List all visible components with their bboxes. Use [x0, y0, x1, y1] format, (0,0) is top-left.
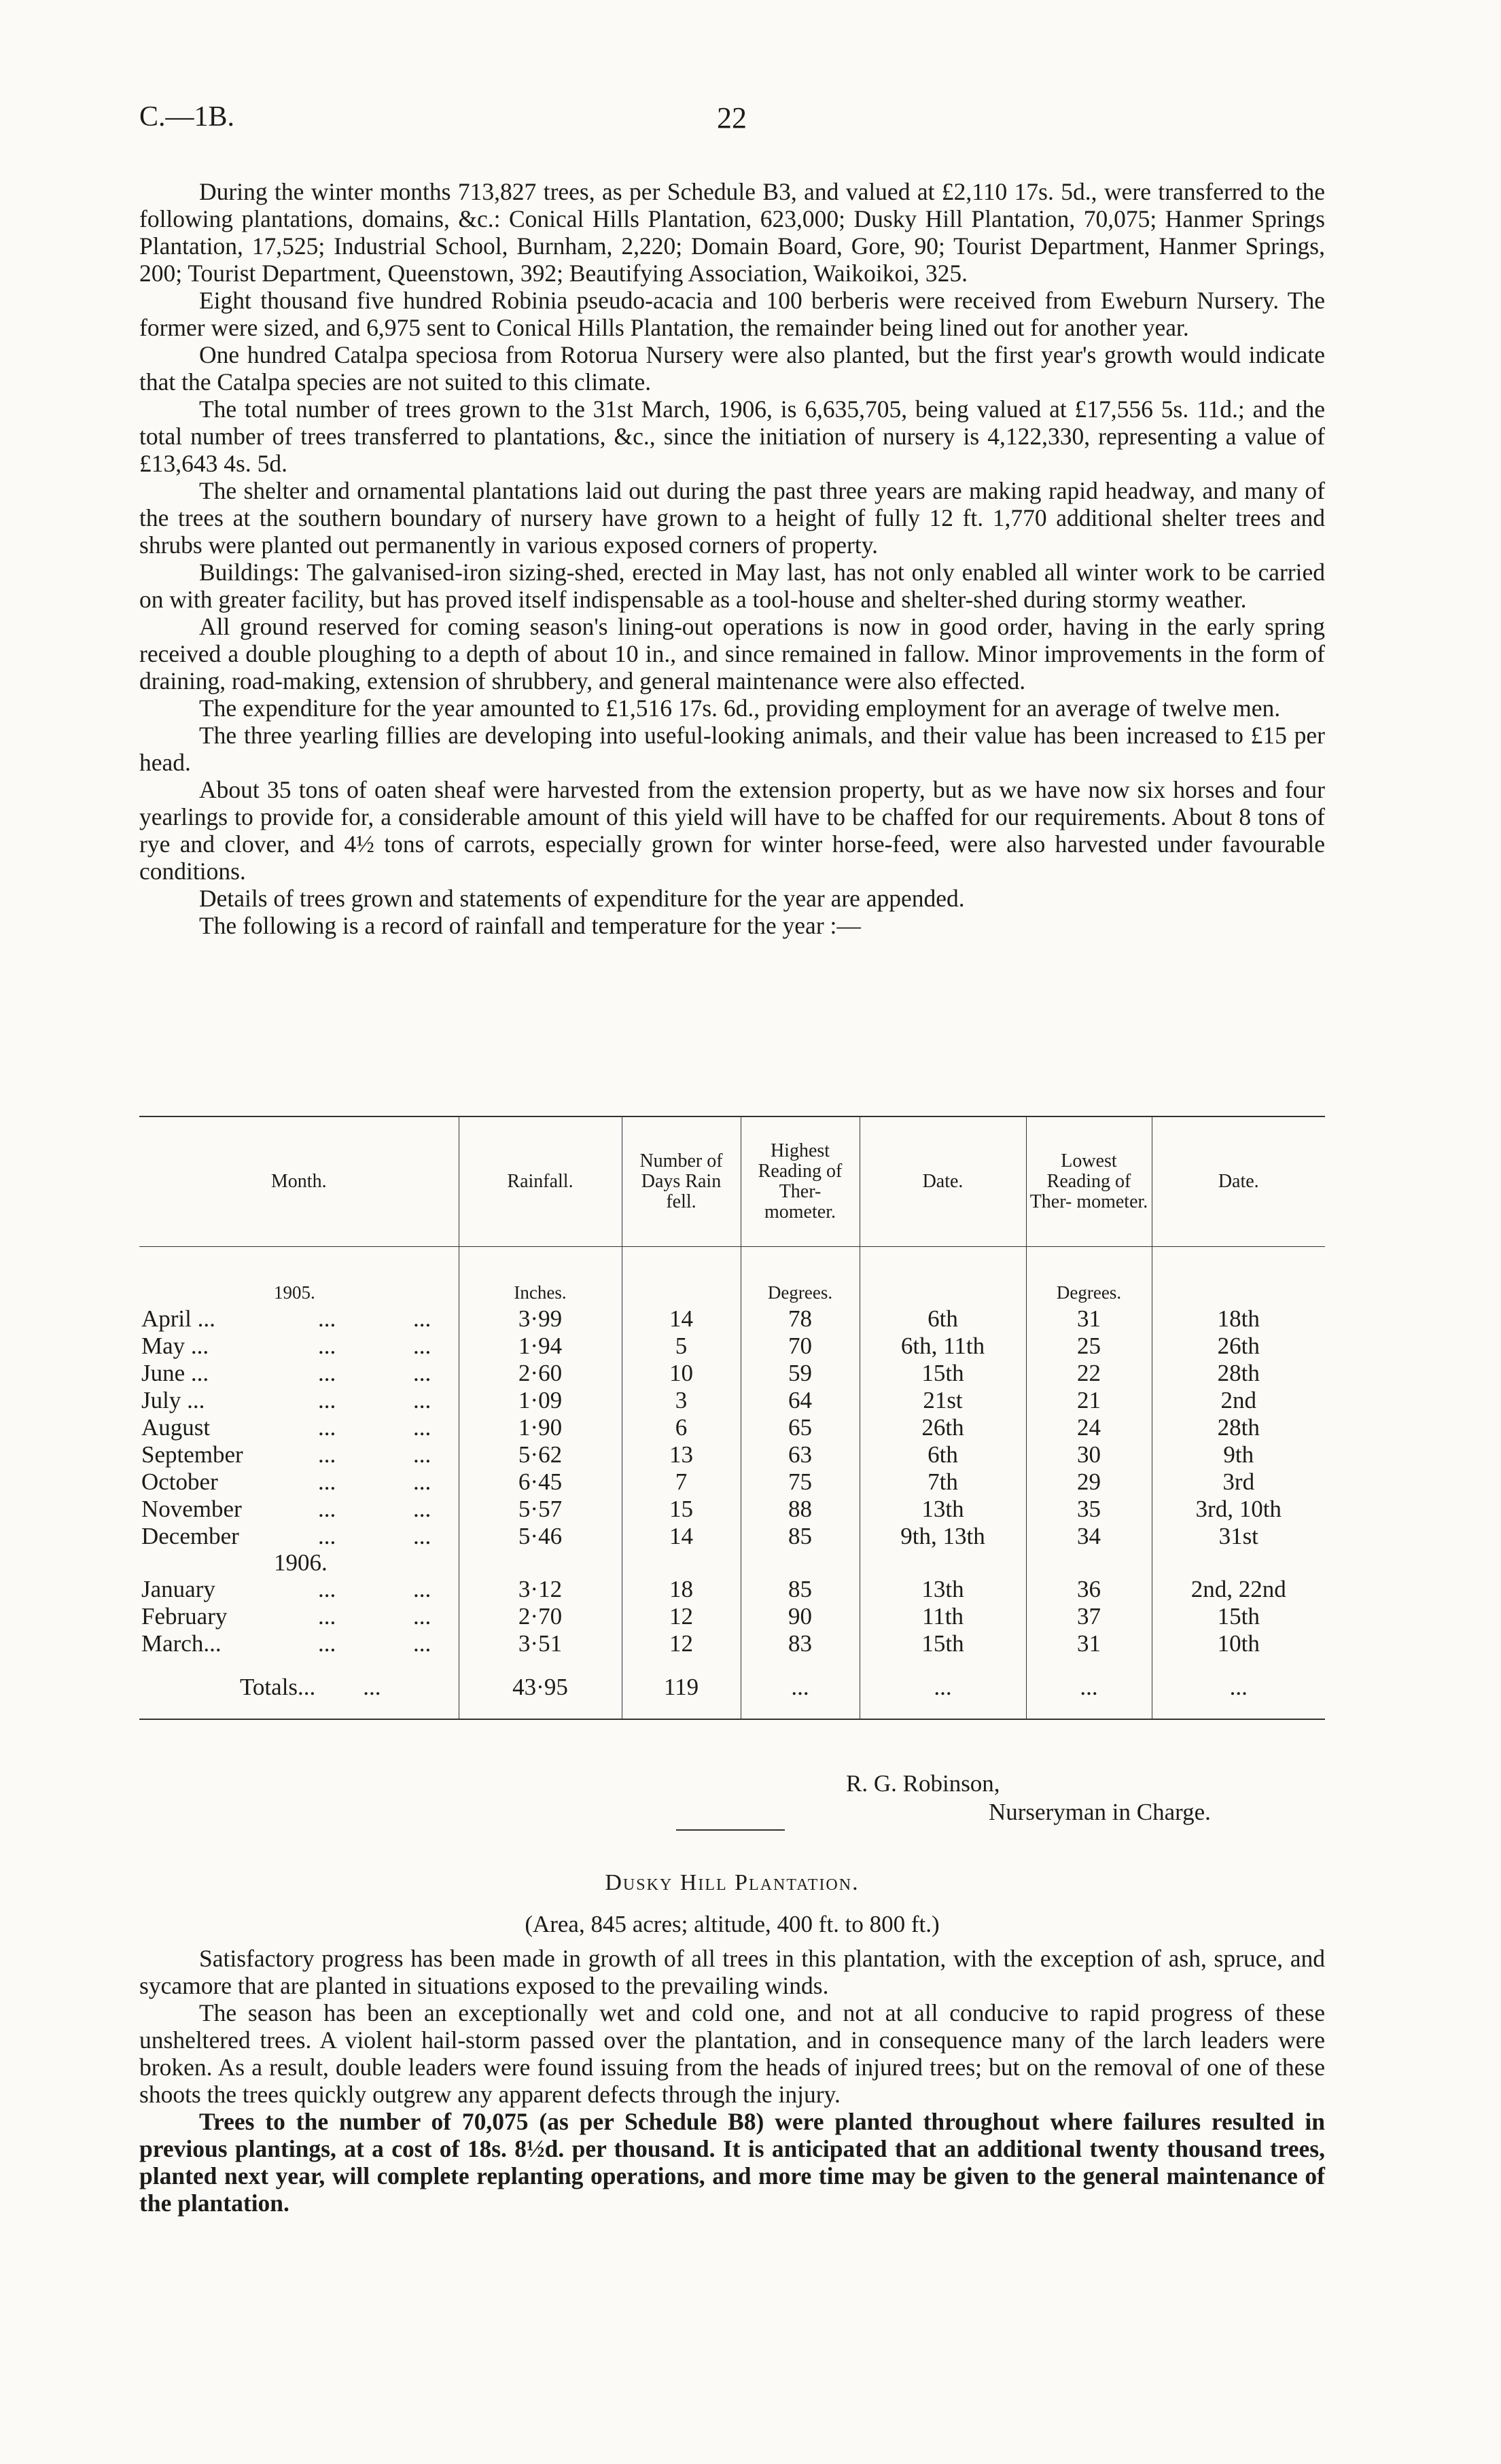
lowest-cell: 22: [1026, 1360, 1152, 1387]
days-cell: 3: [622, 1387, 741, 1414]
low-date-cell: 26th: [1152, 1333, 1325, 1360]
table-row: [139, 1305, 1325, 1333]
month-cell: May ...: [141, 1333, 209, 1359]
table-row: [139, 1414, 1325, 1441]
leader-dots: ...: [318, 1305, 336, 1332]
highest-cell: 88: [741, 1496, 860, 1523]
paragraph: The following is a record of rainfall and temperature for the year :—: [199, 912, 861, 939]
table-row: [139, 1630, 1325, 1657]
low-date-cell: 28th: [1152, 1414, 1325, 1441]
rainfall-cell: 6·45: [459, 1468, 622, 1496]
high-date-cell: 11th: [860, 1603, 1026, 1630]
highest-cell: 90: [741, 1603, 860, 1630]
page-header: [139, 101, 1325, 141]
table-row: [139, 1360, 1325, 1387]
days-cell: 12: [622, 1603, 741, 1630]
highest-cell: 64: [741, 1387, 860, 1414]
days-cell: 14: [622, 1305, 741, 1333]
leader-dots: ...: [413, 1360, 431, 1386]
section-title: Dusky Hill Plantation.: [605, 1870, 860, 1895]
paragraph: Eight thousand five hundred Robinia pseudo-acacia and 100 berberis were received from Eweburn Nursery. The former were sized, and 6,975 sent to Conical Hills Plantation, the remainder being lined out for another year.: [139, 287, 1325, 341]
table-body: [139, 1247, 1325, 1720]
rainfall-cell: 1·90: [459, 1414, 622, 1441]
leader-dots: ...: [413, 1387, 431, 1413]
total-low-date: ...: [1152, 1657, 1325, 1719]
highest-cell: 59: [741, 1360, 860, 1387]
days-cell: 18: [622, 1576, 741, 1603]
table-header-row: [139, 1116, 1325, 1247]
leader-dots: ...: [413, 1496, 431, 1522]
low-date-cell: 3rd, 10th: [1152, 1496, 1325, 1523]
header-lowest: Lowest Reading of Ther- mometer.: [1026, 1116, 1152, 1247]
rainfall-cell: 1·94: [459, 1333, 622, 1360]
highest-cell: 78: [741, 1305, 860, 1333]
year-row: [139, 1550, 1325, 1576]
leader-dots: ...: [318, 1630, 336, 1657]
paragraph: Satisfactory progress has been made in growth of all trees in this plantation, with the exception of ash, spruce, and sycamore that are planted in situations exposed to the prevailing winds.: [139, 1945, 1325, 1999]
leader-dots: ...: [318, 1441, 336, 1468]
high-date-cell: 21st: [860, 1387, 1026, 1414]
signature-name: R. G. Robinson,: [846, 1770, 1000, 1797]
table-row: [139, 1496, 1325, 1523]
table-row: [139, 1576, 1325, 1603]
leader-dots: ...: [318, 1333, 336, 1359]
total-lowest: ...: [1026, 1657, 1152, 1719]
low-date-cell: 9th: [1152, 1441, 1325, 1468]
header-rainfall: Rainfall.: [459, 1116, 622, 1247]
days-cell: 5: [622, 1333, 741, 1360]
rainfall-cell: 3·51: [459, 1630, 622, 1657]
paragraph: Trees to the number of 70,075 (as per Schedule B8) were planted throughout where failures resulted in previous plantings, at a cost of 18s. 8½d. per thousand. It is anticipated that an additional twenty thousand trees, planted next year, will complete replanting operations, and more time may be given to the general maintenance of the plantation.: [139, 2108, 1325, 2217]
high-date-cell: 26th: [860, 1414, 1026, 1441]
paragraph: About 35 tons of oaten sheaf were harvested from the extension property, but as we have now six horses and four yearlings to provide for, a considerable amount of this yield will have to be chaffed for our requirements. About 8 tons of rye and clover, and 4½ tons of carrots, especially grown for winter horse-feed, were also harvested under favourable conditions.: [139, 776, 1325, 885]
days-cell: 7: [622, 1468, 741, 1496]
month-cell: February: [141, 1603, 228, 1630]
month-cell: January: [141, 1576, 215, 1602]
month-cell: March...: [141, 1630, 222, 1657]
year-units-row: [139, 1280, 1325, 1305]
high-date-cell: 7th: [860, 1468, 1026, 1496]
leader-dots: ...: [413, 1333, 431, 1359]
table-row: [139, 1333, 1325, 1360]
month-cell: November: [141, 1496, 242, 1522]
rainfall-cell: 5·62: [459, 1441, 622, 1468]
leader-dots: ...: [413, 1441, 431, 1468]
units-lowest: Degrees.: [1026, 1280, 1152, 1305]
high-date-cell: 13th: [860, 1576, 1026, 1603]
total-highest: ...: [741, 1657, 860, 1719]
highest-cell: 83: [741, 1630, 860, 1657]
highest-cell: 85: [741, 1576, 860, 1603]
leader-dots: ...: [363, 1674, 381, 1700]
highest-cell: 70: [741, 1333, 860, 1360]
total-days: 119: [622, 1657, 741, 1719]
section-subtitle: (Area, 845 acres; altitude, 400 ft. to 800 ft.): [525, 1911, 940, 1937]
highest-cell: 65: [741, 1414, 860, 1441]
header-month: Month.: [139, 1116, 459, 1247]
leader-dots: ...: [318, 1496, 336, 1522]
leader-dots: ...: [413, 1305, 431, 1332]
highest-cell: 75: [741, 1468, 860, 1496]
high-date-cell: 13th: [860, 1496, 1026, 1523]
highest-cell: 85: [741, 1523, 860, 1550]
high-date-cell: 6th: [860, 1305, 1026, 1333]
month-cell: October: [141, 1468, 218, 1495]
days-cell: 6: [622, 1414, 741, 1441]
leader-dots: ...: [413, 1576, 431, 1602]
table-row: [139, 1387, 1325, 1414]
month-cell: December: [141, 1523, 239, 1549]
low-date-cell: 15th: [1152, 1603, 1325, 1630]
spacer-row: [139, 1247, 1325, 1280]
header-days: Number of Days Rain fell.: [622, 1116, 741, 1247]
lowest-cell: 31: [1026, 1630, 1152, 1657]
paragraph: One hundred Catalpa speciosa from Rotorua Nursery were also planted, but the first year's growth would indicate that the Catalpa species are not suited to this climate.: [139, 341, 1325, 395]
days-cell: 10: [622, 1360, 741, 1387]
days-cell: 14: [622, 1523, 741, 1550]
leader-dots: ...: [318, 1414, 336, 1441]
low-date-cell: 10th: [1152, 1630, 1325, 1657]
highest-cell: 63: [741, 1441, 860, 1468]
high-date-cell: 15th: [860, 1630, 1026, 1657]
days-cell: 15: [622, 1496, 741, 1523]
low-date-cell: 18th: [1152, 1305, 1325, 1333]
total-rainfall: 43·95: [459, 1657, 622, 1719]
rainfall-cell: 2·60: [459, 1360, 622, 1387]
rainfall-cell: 2·70: [459, 1603, 622, 1630]
rainfall-cell: 5·57: [459, 1496, 622, 1523]
days-cell: 13: [622, 1441, 741, 1468]
lowest-cell: 25: [1026, 1333, 1152, 1360]
table-row: [139, 1468, 1325, 1496]
high-date-cell: 15th: [860, 1360, 1026, 1387]
paragraph: The total number of trees grown to the 31st March, 1906, is 6,635,705, being valued at £17,556 5s. 11d.; and the total number of trees transferred to plantations, &c., since the initiation of nursery is 4,122,330, representing a value of £13,643 4s. 5d.: [139, 395, 1325, 477]
low-date-cell: 28th: [1152, 1360, 1325, 1387]
plantation-report-body: [139, 1945, 1325, 2217]
leader-dots: ...: [318, 1387, 336, 1413]
leader-dots: ...: [413, 1414, 431, 1441]
header-low-date: Date.: [1152, 1116, 1325, 1247]
lowest-cell: 34: [1026, 1523, 1152, 1550]
month-cell: April ...: [141, 1305, 215, 1332]
low-date-cell: 2nd, 22nd: [1152, 1576, 1325, 1603]
paragraph: Details of trees grown and statements of expenditure for the year are appended.: [199, 885, 965, 912]
paragraph: The three yearling fillies are developing into useful-looking animals, and their value has been increased to £15 per head.: [139, 722, 1325, 776]
high-date-cell: 9th, 13th: [860, 1523, 1026, 1550]
paragraph: All ground reserved for coming season's lining-out operations is now in good order, having in the early spring received a double ploughing to a depth of about 10 in., and since remained in fallow. Minor improvements in the form of draining, road-making, extension of shrubbery, and general maintenance were also effected.: [139, 613, 1325, 694]
rainfall-cell: 1·09: [459, 1387, 622, 1414]
lowest-cell: 37: [1026, 1603, 1152, 1630]
units-rainfall: Inches.: [459, 1280, 622, 1305]
lowest-cell: 29: [1026, 1468, 1152, 1496]
leader-dots: ...: [318, 1468, 336, 1495]
lowest-cell: 36: [1026, 1576, 1152, 1603]
paragraph: Buildings: The galvanised-iron sizing-shed, erected in May last, has not only enabled all winter work to be carried on with greater facility, but has proved itself indispensable as a tool-house and shelter-shed during stormy weather.: [139, 559, 1325, 613]
leader-dots: ...: [318, 1576, 336, 1602]
paragraph: The expenditure for the year amounted to £1,516 17s. 6d., providing employment for an average of twelve men.: [199, 694, 1281, 722]
table-row: [139, 1603, 1325, 1630]
lowest-cell: 21: [1026, 1387, 1152, 1414]
rainfall-temperature-table: [139, 1116, 1325, 1720]
days-cell: 12: [622, 1630, 741, 1657]
paragraph: The shelter and ornamental plantations laid out during the past three years are making rapid headway, and many of the trees at the southern boundary of nursery have grown to a height of fully 12 ft. 1,770 additional shelter trees and shrubs were planted out permanently in various exposed corners of property.: [139, 477, 1325, 559]
table-row: [139, 1441, 1325, 1468]
high-date-cell: 6th, 11th: [860, 1333, 1026, 1360]
nursery-report-body: [139, 178, 1325, 939]
paragraph: During the winter months 713,827 trees, as per Schedule B3, and valued at £2,110 17s. 5d., were transferred to the following plantations, domains, &c.: Conical Hills Plantation, 623,000; Dusky Hill Plantation, 70,075; Hanmer Springs Plantation, 17,525; Industrial School, Burnham, 2,220; Domain Board, Gore, 90; Tourist Department, Hanmer Springs, 200; Tourist Department, Queenstown, 392; Beautifying Association, Waikoikoi, 325.: [139, 178, 1325, 287]
leader-dots: ...: [318, 1523, 336, 1549]
lowest-cell: 24: [1026, 1414, 1152, 1441]
month-cell: September: [141, 1441, 243, 1468]
rainfall-cell: 5·46: [459, 1523, 622, 1550]
paragraph: The season has been an exceptionally wet and cold one, and not at all conducive to rapid progress of these unsheltered trees. A violent hail-storm passed over the plantation, and in consequence many of the larch leaders were broken. As a result, double leaders were found issuing from the heads of injured trees; but on the removal of one of these shoots the trees quickly outgrew any apparent defects through the injury.: [139, 1999, 1325, 2108]
leader-dots: ...: [318, 1603, 336, 1630]
month-cell: July ...: [141, 1387, 205, 1413]
rainfall-cell: 3·99: [459, 1305, 622, 1333]
header-high-date: Date.: [860, 1116, 1026, 1247]
rainfall-cell: 3·12: [459, 1576, 622, 1603]
units-highest: Degrees.: [741, 1280, 860, 1305]
total-high-date: ...: [860, 1657, 1026, 1719]
low-date-cell: 3rd: [1152, 1468, 1325, 1496]
lowest-cell: 30: [1026, 1441, 1152, 1468]
leader-dots: ...: [318, 1360, 336, 1386]
totals-label: Totals...: [240, 1674, 316, 1700]
signature-title: Nurseryman in Charge.: [989, 1799, 1211, 1825]
leader-dots: ...: [413, 1630, 431, 1657]
table-row: [139, 1523, 1325, 1550]
leader-dots: ...: [413, 1523, 431, 1549]
section-divider: [676, 1829, 785, 1831]
lowest-cell: 35: [1026, 1496, 1152, 1523]
leader-dots: ...: [413, 1468, 431, 1495]
lowest-cell: 31: [1026, 1305, 1152, 1333]
document-reference: C.—1B.: [139, 101, 235, 133]
low-date-cell: 2nd: [1152, 1387, 1325, 1414]
leader-dots: ...: [413, 1603, 431, 1630]
page-number: 22: [717, 101, 747, 135]
month-cell: June ...: [141, 1360, 209, 1386]
year-label: 1905.: [274, 1282, 315, 1303]
month-cell: August: [141, 1414, 211, 1441]
high-date-cell: 6th: [860, 1441, 1026, 1468]
header-highest: Highest Reading of Ther- mometer.: [741, 1116, 860, 1247]
low-date-cell: 31st: [1152, 1523, 1325, 1550]
totals-row: [139, 1657, 1325, 1719]
year-label: 1906.: [274, 1549, 328, 1576]
